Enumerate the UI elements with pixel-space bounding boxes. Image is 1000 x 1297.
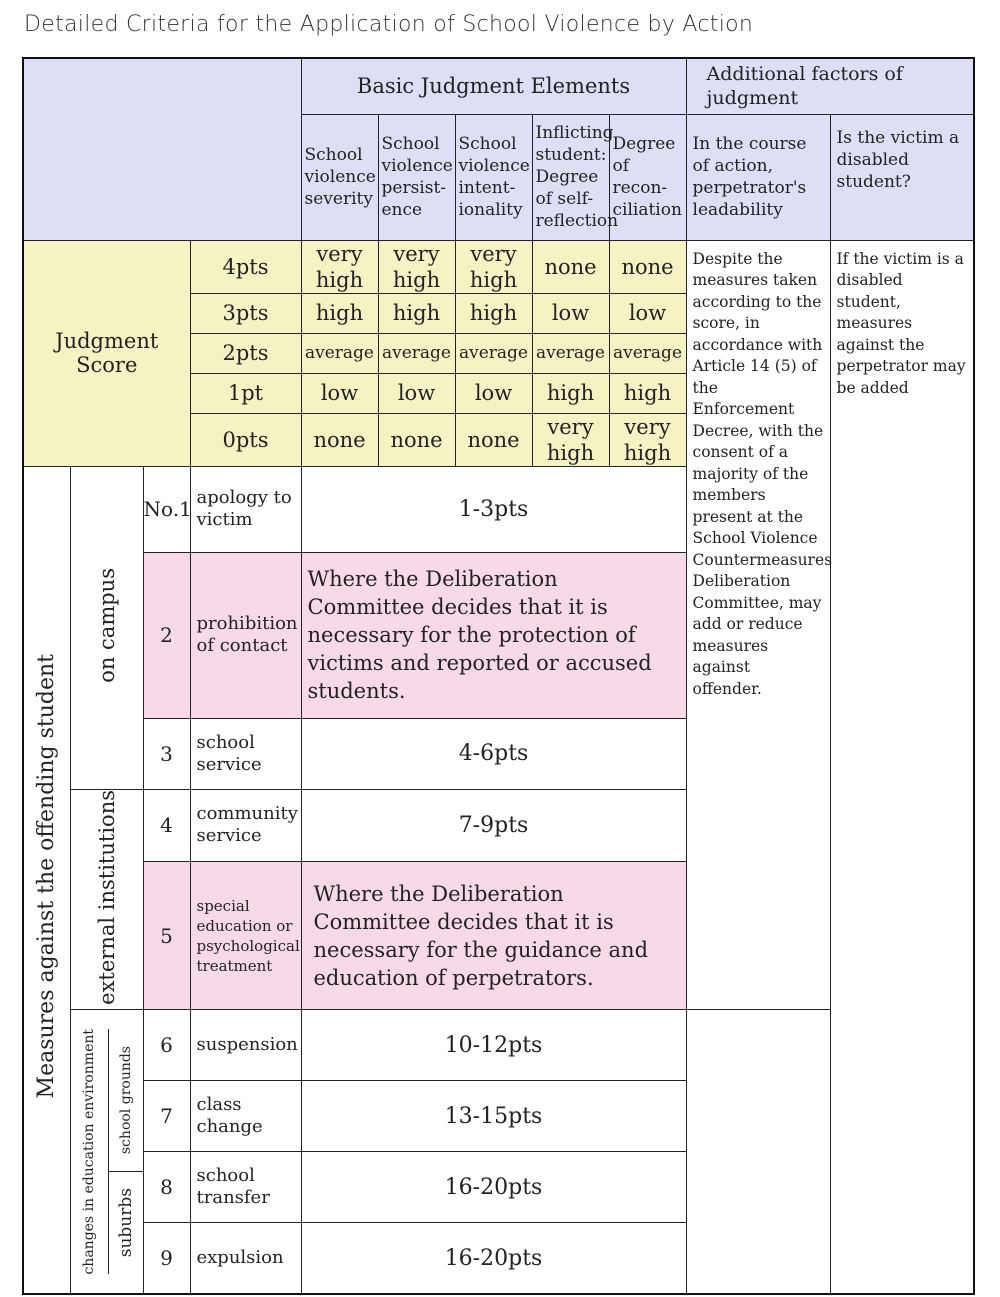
score-4pts: 4pts (190, 240, 301, 293)
score-cell: very high (301, 240, 378, 293)
col-self-reflection: Inflicting student: Degree of self-reflection (532, 114, 609, 240)
measure-name: suspension (190, 1010, 301, 1081)
group-external: external institutions (70, 789, 143, 1010)
score-cell: none (455, 413, 532, 466)
additional-factors-header: Additional factors of judgment (686, 58, 974, 114)
col-disabled: Is the victim a disabled student? (830, 114, 974, 240)
judgment-score-label: Judgment Score (23, 240, 190, 466)
score-cell: average (455, 333, 532, 373)
measure-range: Where the Deliberation Committee decides that it is necessary for the protection of victims and reported or accused students. (301, 552, 686, 718)
measure-num: 3 (143, 718, 190, 789)
score-cell: very high (455, 240, 532, 293)
measure-name: apology to victim (190, 466, 301, 552)
score-cell: low (455, 373, 532, 413)
measure-range: Where the Deliberation Committee decides that it is necessary for the guidance and education of perpetrators. (301, 862, 686, 1010)
disabled-note: If the victim is a disabled student, measures against the perpetrator may be added (830, 240, 974, 1294)
measure-range: 1-3pts (301, 466, 686, 552)
measure-num: 6 (143, 1010, 190, 1081)
score-cell: none (532, 240, 609, 293)
col-persistence: School violence persist-ence (378, 114, 455, 240)
score-cell: high (609, 373, 686, 413)
score-cell: none (378, 413, 455, 466)
measure-name: class change (190, 1081, 301, 1152)
score-cell: high (532, 373, 609, 413)
measure-range: 10-12pts (301, 1010, 686, 1081)
measure-num: 7 (143, 1081, 190, 1152)
measure-num: 9 (143, 1223, 190, 1294)
score-2pts: 2pts (190, 333, 301, 373)
score-cell: low (301, 373, 378, 413)
score-cell: very high (532, 413, 609, 466)
group-changes: changes in education environment school grounds suburbs (70, 1010, 143, 1294)
score-cell: high (455, 293, 532, 333)
score-cell: average (532, 333, 609, 373)
measure-range: 7-9pts (301, 789, 686, 862)
header-corner (23, 58, 301, 240)
score-cell: average (378, 333, 455, 373)
measure-num: 8 (143, 1152, 190, 1223)
measure-name: school transfer (190, 1152, 301, 1223)
col-leadability: In the course of action, perpetrator's leadability (686, 114, 830, 240)
page-title: Detailed Criteria for the Application of School Violence by Action (24, 12, 754, 37)
measure-range: 16-20pts (301, 1223, 686, 1294)
measure-name: special education or psychological treatment (190, 862, 301, 1010)
measure-num: No.1 (143, 466, 190, 552)
criteria-table (22, 57, 975, 1295)
measure-name: expulsion (190, 1223, 301, 1294)
score-0pts: 0pts (190, 413, 301, 466)
col-severity: School violence severity (301, 114, 378, 240)
score-cell: average (609, 333, 686, 373)
measure-name: prohibition of contact (190, 552, 301, 718)
score-1pt: 1pt (190, 373, 301, 413)
score-cell: very high (378, 240, 455, 293)
score-cell: low (532, 293, 609, 333)
score-cell: low (378, 373, 455, 413)
leadability-note: Despite the measures taken according to the score, in accordance with Article 14 (5) of the Enforcement Decree, with the consent of a majority of the members present at the School Violence Countermeasures Deliberation Committee, may add or reduce measures against offender. (686, 240, 830, 1010)
score-cell: very high (609, 413, 686, 466)
measure-num: 4 (143, 789, 190, 862)
measure-num: 2 (143, 552, 190, 718)
score-cell: low (609, 293, 686, 333)
score-cell: none (609, 240, 686, 293)
measure-name: school service (190, 718, 301, 789)
score-cell: high (301, 293, 378, 333)
measures-label: Measures against the offending student (23, 466, 70, 1294)
score-cell: none (301, 413, 378, 466)
score-cell: high (378, 293, 455, 333)
col-intentionality: School violence intent-ionality (455, 114, 532, 240)
score-3pts: 3pts (190, 293, 301, 333)
group-suburbs: suburbs (115, 1188, 136, 1258)
col-reconciliation: Degree of recon-ciliation (609, 114, 686, 240)
measure-range: 16-20pts (301, 1152, 686, 1223)
measure-num: 5 (143, 862, 190, 1010)
measure-range: 4-6pts (301, 718, 686, 789)
measure-range: 13-15pts (301, 1081, 686, 1152)
group-on-campus: on campus (70, 466, 143, 789)
group-school-grounds: school grounds (117, 1045, 134, 1154)
measure-name: community service (190, 789, 301, 862)
score-cell: average (301, 333, 378, 373)
basic-elements-header: Basic Judgment Elements (301, 58, 686, 114)
